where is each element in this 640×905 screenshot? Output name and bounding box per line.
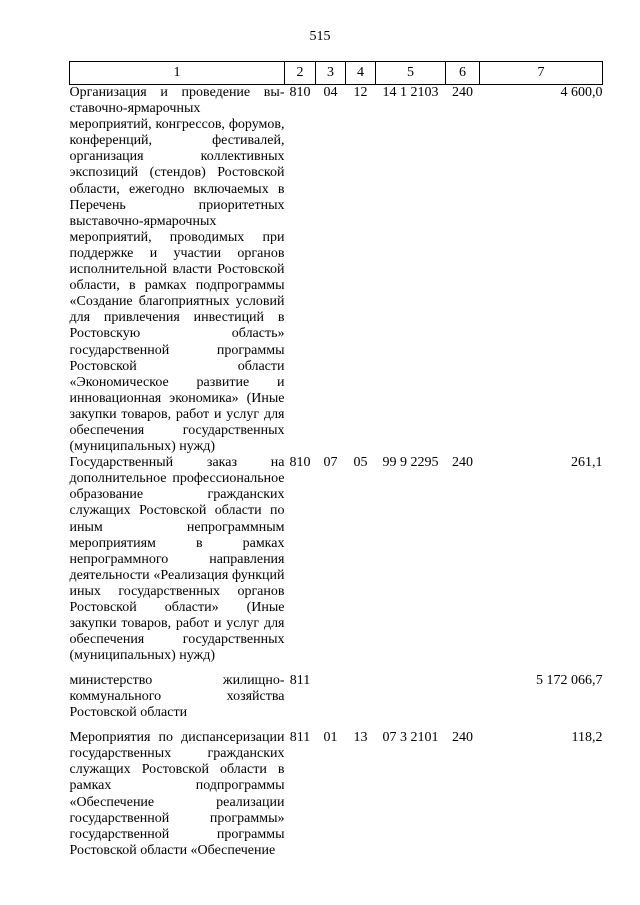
row-col6: 240 — [452, 730, 473, 746]
row-col3: 04 — [323, 85, 338, 100]
column-header-7: 7 — [480, 62, 603, 85]
column-header-3: 3 — [316, 62, 346, 85]
table-row — [70, 85, 603, 456]
row-col2: 810 — [289, 85, 311, 100]
row-col5 — [376, 673, 446, 730]
row-col4 — [346, 673, 376, 730]
row-col6: 240 — [452, 455, 473, 471]
row-amount: 261,1 — [571, 455, 603, 471]
column-header-5: 5 — [376, 62, 446, 85]
row-col5: 14 1 2103 — [382, 85, 439, 100]
row-description: Мероприятия по диспансеризации государственных гражданских служащих Ростовской области в рамках подпрограммы «Обеспечение реализации государственной программы» государственной программы Ростовской области «Обеспечение — [69, 730, 285, 858]
row-description: министерство жилищно-коммунального хозяйства Ростовской области — [69, 673, 285, 721]
page-number: 515 — [309, 29, 331, 44]
table-row — [70, 455, 603, 673]
table-header-row — [70, 62, 603, 85]
row-col3: 07 — [323, 455, 338, 471]
row-col5: 07 3 2101 — [382, 730, 439, 746]
row-amount: 5 172 066,7 — [536, 673, 603, 689]
row-col4: 05 — [353, 455, 368, 471]
row-col5: 99 9 2295 — [382, 455, 439, 471]
row-amount: 118,2 — [571, 730, 603, 746]
column-header-2: 2 — [285, 62, 316, 85]
row-col6: 240 — [452, 85, 473, 100]
row-description: Государственный заказ на дополнительное профессиональное образование гражданских служащих Ростовской области по иным непрограммным мероприятиям в рамках непрограммного направления деятельности «Реализация функций иных государственных органов Ростовской области» (Иные закупки товаров, работ и услуг для обеспечения государственных (муниципальных) нужд) — [69, 455, 285, 664]
budget-table — [69, 61, 603, 859]
row-col4: 12 — [353, 85, 368, 100]
row-col3: 01 — [323, 730, 338, 746]
row-col6 — [446, 673, 480, 730]
row-col2: 811 — [289, 673, 311, 689]
column-header-4: 4 — [346, 62, 376, 85]
row-col2: 810 — [289, 455, 311, 471]
table-row — [70, 673, 603, 730]
row-amount: 4 600,0 — [560, 85, 603, 100]
column-header-1: 1 — [70, 62, 285, 85]
row-col4: 13 — [353, 730, 368, 746]
row-col2: 811 — [289, 730, 311, 746]
column-header-6: 6 — [446, 62, 480, 85]
table-row — [70, 730, 603, 859]
row-description: Организация и проведение выставочно-ярмарочных мероприятий, конгрессов, форумов, конференций, фестивалей, организация коллективных экспозиций (стендов) Ростовской области, ежегодно включаемых в Перечень приоритетных выставочно-ярмарочных мероприятий, проводимых при поддержке и участии органов исполнительной власти Ростовской области, в рамках подпрограммы «Создание благоприятных условий для привлечения инвестиций в Ростовскую область» государственной программы Ростовской области «Экономическое развитие и инновационная экономика» (Иные закупки товаров, работ и услуг для обеспечения государственных (муниципальных) нужд) — [69, 85, 285, 455]
row-col3 — [316, 673, 346, 730]
